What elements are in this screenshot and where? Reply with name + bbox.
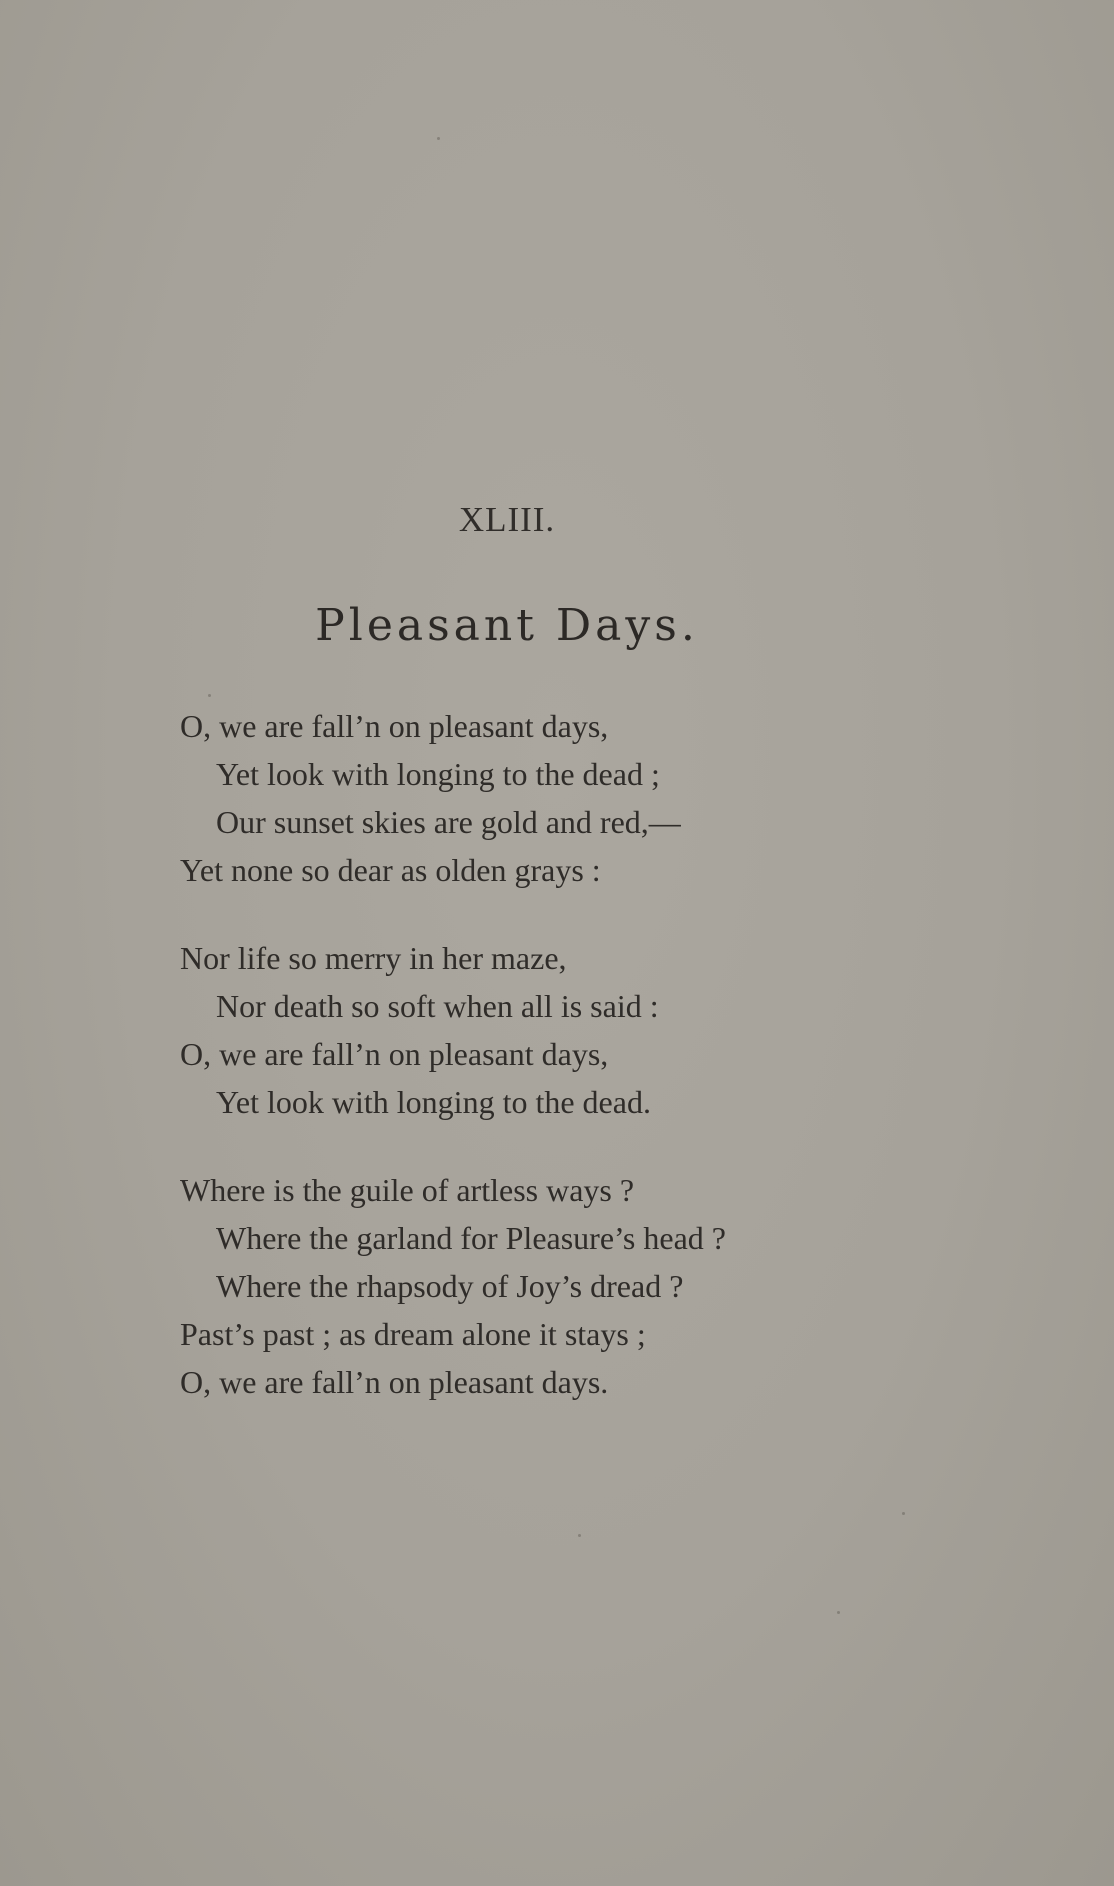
paper-speck (902, 1512, 905, 1515)
poem-line: O, we are fall’n on pleasant days, (180, 1036, 609, 1072)
paper-speck (437, 137, 440, 140)
poem-line: Yet none so dear as olden grays : (180, 852, 601, 888)
poem-line: Past’s past ; as dream alone it stays ; (180, 1316, 646, 1352)
poem-line: Yet look with longing to the dead ; (216, 756, 660, 792)
stanza-1 (180, 702, 940, 894)
poem-line: Our sunset skies are gold and red,— (216, 804, 681, 840)
paper-speck (837, 1611, 840, 1614)
stanza-3 (180, 1166, 940, 1406)
paper-speck (208, 694, 211, 697)
poem-line: O, we are fall’n on pleasant days, (180, 708, 609, 744)
poem-line: Where the garland for Pleasure’s head ? (216, 1220, 726, 1256)
poem-body (180, 702, 940, 1446)
poem-line: Yet look with longing to the dead. (216, 1084, 651, 1120)
poem-line: Nor life so merry in her maze, (180, 940, 567, 976)
poem-title: Pleasant Days. (315, 600, 699, 651)
poem-line: Where is the guile of artless ways ? (180, 1172, 635, 1208)
poem-line: Nor death so soft when all is said : (216, 988, 659, 1024)
poem-line: O, we are fall’n on pleasant days. (180, 1364, 609, 1400)
paper-speck (578, 1534, 581, 1537)
poem-number: XLIII. (458, 500, 556, 539)
stanza-2 (180, 934, 940, 1126)
poem-line: Where the rhapsody of Joy’s dread ? (216, 1268, 684, 1304)
